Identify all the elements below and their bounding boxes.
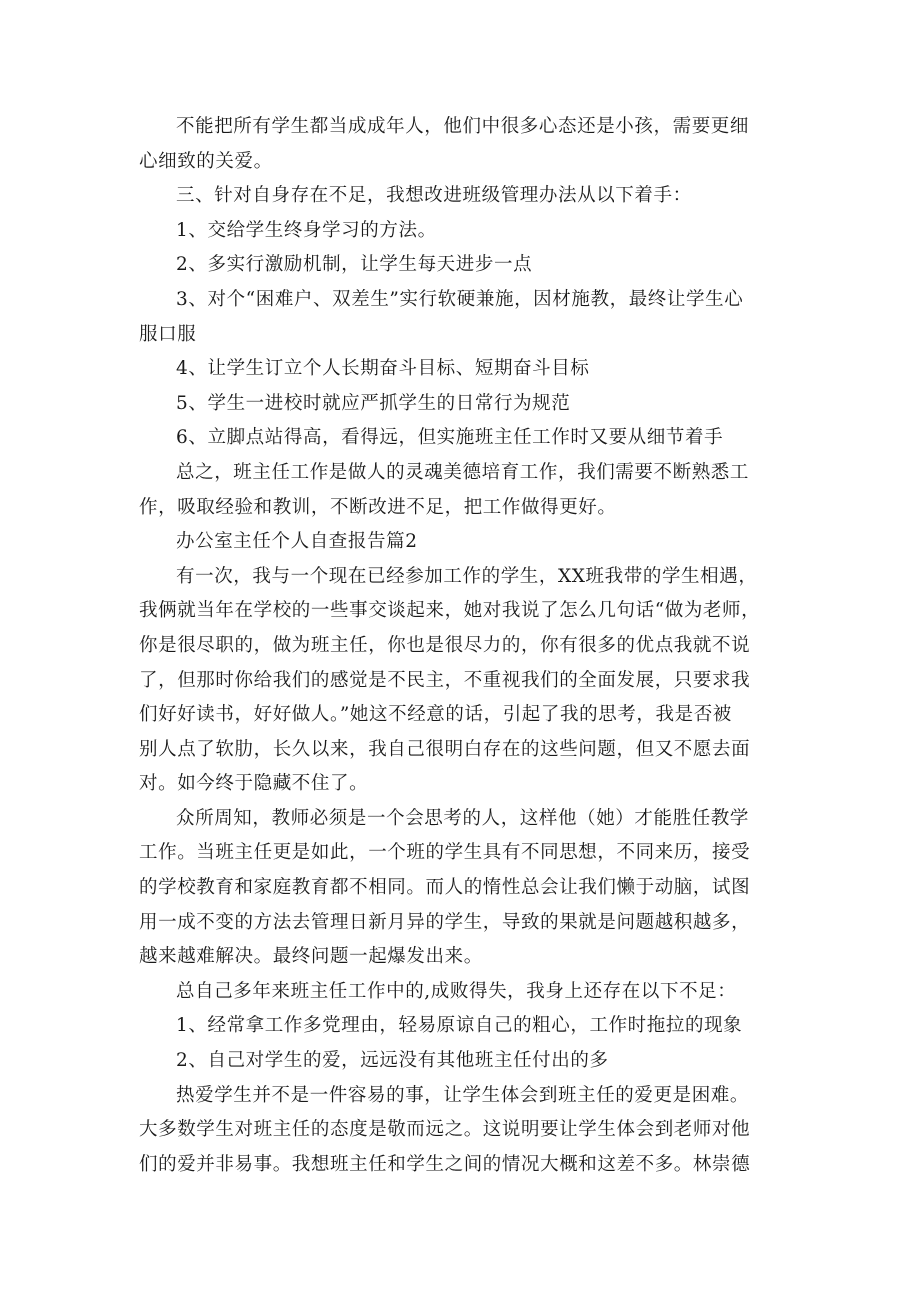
text-line: 了，但那时你给我们的感觉是不民主，不重视我们的全面发展，只要求我 [139,669,751,691]
text-line: 大多数学生对班主任的态度是敬而远之。这说明要让学生体会到老师对他 [139,1119,751,1141]
text-line: 1、交给学生终身学习的方法。 [176,219,437,241]
text-line: 6、立脚点站得高，看得远，但实施班主任工作时又要从细节着手 [176,427,724,449]
text-line: 工作。当班主任更是如此，一个班的学生具有不同思想，不同来历，接受 [139,842,751,864]
text-line: 你是很尽职的，做为班主任，你也是很尽力的，你有很多的优点我就不说 [139,634,751,656]
text-line: 心细致的关爱。 [139,150,273,172]
text-line: 众所周知，教师必须是一个会思考的人，这样他（她）才能胜任教学 [176,807,750,829]
text-line: 总自己多年来班主任工作中的,成败得失，我身上还存在以下不足： [176,980,737,1002]
text-line: 总之，班主任工作是做人的灵魂美德培育工作，我们需要不断熟悉工 [176,461,750,483]
text-line: 三、针对自身存在不足，我想改进班级管理办法从以下着手： [176,185,692,207]
text-line: 别人点了软肋，长久以来，我自己很明白存在的这些问题，但又不愿去面 [139,738,751,760]
text-line: 服口服 [139,323,197,345]
text-line: 的学校教育和家庭教育都不相同。而人的惰性总会让我们懒于动脑，试图 [139,877,751,899]
text-line: 1、经常拿工作多党理由，轻易原谅自己的粗心，工作时拖拉的现象 [176,1015,743,1037]
text-line: 们好好读书，好好做人。”她这不经意的话，引起了我的思考，我是否被 [139,704,732,726]
text-line: 我俩就当年在学校的一些事交谈起来，她对我说了怎么几句话“做为老师， [139,600,761,622]
text-line: 对。如今终于隐藏不住了。 [139,773,369,795]
text-line: 不能把所有学生都当成成年人，他们中很多心态还是小孩，需要更细 [176,116,750,137]
text-line: 2、多实行激励机制，让学生每天进步一点 [176,254,533,276]
text-line: 用一成不变的方法去管理日新月异的学生，导致的果就是问题越积越多， [139,911,751,933]
text-line: 热爱学生并不是一件容易的事，让学生体会到班主任的爱更是困难。 [176,1084,750,1106]
text-line: 们的爱并非易事。我想班主任和学生之间的情况大概和这差不多。林崇德 [139,1153,751,1175]
text-line: 作，吸取经验和教训，不断改进不足，把工作做得更好。 [139,496,617,518]
text-line: 越来越难解决。最终问题一起爆发出来。 [139,946,483,968]
text-line: 4、让学生订立个人长期奋斗目标、短期奋斗目标 [176,358,590,380]
text-line: 办公室主任个人自查报告篇2 [176,531,418,553]
text-line: 3、对个“困难户、双差生”实行软硬兼施，因材施教，最终让学生心 [176,288,744,310]
text-line: 5、学生一进校时就应严抓学生的日常行为规范 [176,392,571,414]
document-body [139,110,789,1182]
text-line: 2、自己对学生的爱，远远没有其他班主任付出的多 [176,1050,609,1072]
text-line: 有一次，我与一个现在已经参加工作的学生，XX班我带的学生相遇， [176,565,758,587]
